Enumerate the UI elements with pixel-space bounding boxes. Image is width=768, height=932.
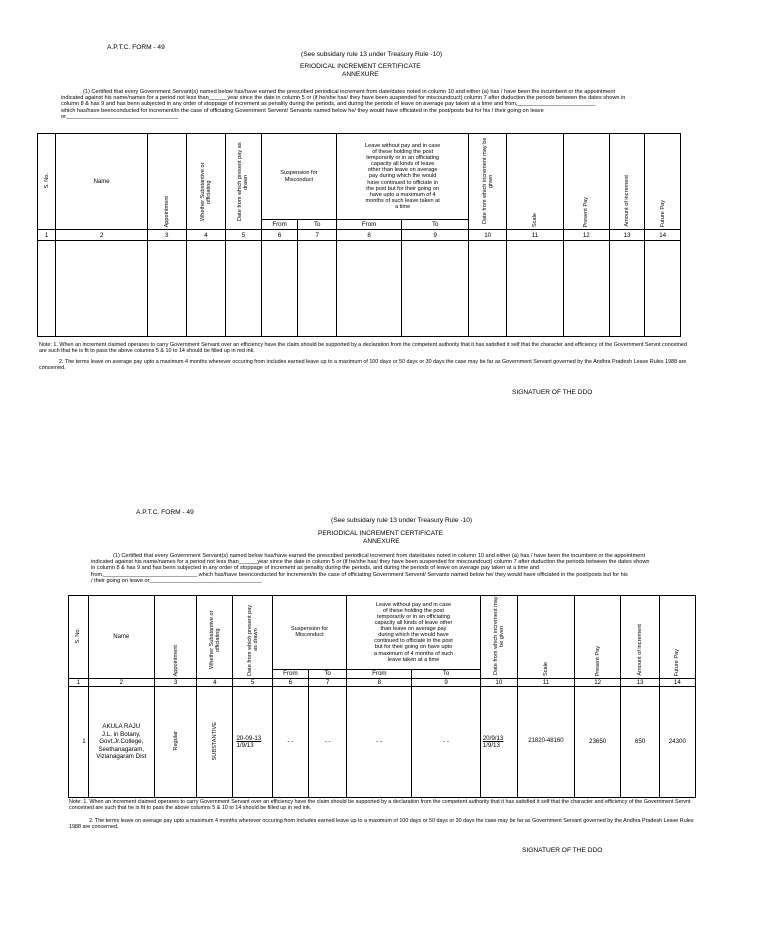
col-present-pay: Present Pay <box>594 645 601 676</box>
col-scale: Scale <box>542 662 549 676</box>
col-date-increment: Date from which increment may be given <box>481 137 494 225</box>
employee-pay-date: 20-09-13 1/9/13 <box>233 687 272 798</box>
col-scale: Scale <box>531 213 538 227</box>
employee-increment: 650 <box>621 687 659 798</box>
leave-to-value: - - <box>412 687 480 798</box>
form-number: A.P.T.C. FORM - 49 <box>136 509 194 516</box>
ddo-signature: SIGNATUER OF THE DDO <box>512 389 593 396</box>
col-suspension: Suspension for Misconduct <box>290 626 329 639</box>
note-2: 2. The terms leave on average pay upto a maximum 4 months wherever occuring from includes earned leave up to a maximum of 100 days or 50 days or 30 days the case may be far as Government Servant governed by the Andhra Pradesh Leave Rules 1988 are concerned. <box>69 818 694 830</box>
col-suspension: Suspension for Misconduct <box>280 170 318 183</box>
employee-future-pay: 24300 <box>659 687 695 798</box>
col-susp-from: From <box>272 669 308 678</box>
column-numbers-row: 1 2 3 4 5 6 7 8 9 10 11 12 13 14 <box>69 679 696 687</box>
col-leave: Leave without pay and in case of these holding the post temporarily or in an officiating capacity all kinds of leave other than leave on average pay during which the would have continued to officiate in the post but for their going on have upto a maximum of 4 months of such leave taken at a time <box>365 142 441 210</box>
employee-present-pay: 23650 <box>574 687 621 798</box>
col-substantive: Whether Substantive or officiating <box>208 610 221 670</box>
certificate-title: PERIODICAL INCREMENT CERTIFICATE <box>318 530 444 537</box>
increment-table <box>37 133 681 337</box>
leave-from-value: - - <box>347 687 412 798</box>
increment-table <box>68 595 696 798</box>
col-name: Name <box>56 134 148 230</box>
subsidiary-rule: (See subsidary rule 13 under Treasury Rule -10) <box>301 51 443 58</box>
employee-name: AKULA RAJU J.L. in Botany, Govt.Jr.College, Seethanagaram, Vizianagaram Dist <box>88 687 154 798</box>
susp-to-value: - - <box>308 687 346 798</box>
col-susp-to: To <box>298 220 337 230</box>
certification-text: (1) Certified that every Government Servant(s) named below has/have earned the prescribed periodical increment from date/dates noted in column 10 and either (a) has / have been the incumbent or the appointment indicated against his name/names for a period not less than______year since the date in column 5 or (if he/she has/ they have been suspended for miscoundcuct) column 7 after duduction the periods between the dates shown in column 8 & has 9 and has benn subjected in any order of stoppage of increment as penality during the periods, and during the periods of leave on average pay taken at a time and from,______________________________ which has/have beenconducted for increment/in the case of officiating Government Servent/ Servants named below he/ they would have officiated in the post/posts but for his / their going on leave or____________________________________ <box>91 553 650 584</box>
employee-appointment: Regular <box>172 731 179 751</box>
annexure-label: ANNEXURE <box>363 538 400 545</box>
table-row-empty <box>38 241 681 337</box>
col-susp-to: To <box>308 669 346 678</box>
note-1: Note: 1. When an increment claimed operares to carry Government Servant over an efficiency have the claim should be supported by a declaration from the competent authority that it has satisfied it self that the character and efficiency of the Government Servnt concetned are such that he is fit to pass the above columns 5 & 10 to 14 should be filled up in red ink. <box>69 799 691 811</box>
col-susp-from: From <box>261 220 298 230</box>
col-amount-increment: Amount of increment <box>623 175 630 227</box>
employee-status: SUBSTANTIVE <box>211 721 218 761</box>
col-leave-to: To <box>402 220 469 230</box>
susp-from-value: - - <box>272 687 308 798</box>
col-future-pay: Future Pay <box>674 648 681 676</box>
col-appointment: Appointment <box>163 195 170 227</box>
employee-increment-date: 20/9/13 1/9/13 <box>480 687 517 798</box>
col-date-increment: Date from which increment may be given <box>492 596 505 676</box>
col-date-present-pay: Date from which present pay as drawn <box>237 142 250 222</box>
column-numbers-row: 1 2 3 4 5 6 7 8 9 10 11 12 13 14 <box>38 230 681 241</box>
col-leave-to: To <box>412 669 480 678</box>
col-substantive: Whether Substantive or officiating <box>199 162 212 222</box>
table-row <box>69 687 696 798</box>
certificate-title: ERIODICAL INCREMENT CERTIFICATE <box>300 63 421 70</box>
col-leave-from: From <box>347 669 412 678</box>
note-1: Note: 1. When an increment claimed operares to carry Government Servant over an efficiency have the claim should be supported by a declaration from the competent authority that it has satisfied it self that the character and efficiency of the Government Servnt concetned are such that he is fit to pass the above columns 5 & 10 to 14 should be filled up in red ink. <box>39 342 687 354</box>
col-future-pay: Future Pay <box>659 199 666 227</box>
ddo-signature: SIGNATUER OF THE DDO <box>522 847 603 854</box>
col-leave: Leave without pay and in case of these holding the post temporarily or in an officiating capacity all kinds of leave other than leave on average pay during which the would have continued to officiate in the post but for their going on have upto a maximum of 4 months of such leave taken at a time <box>373 601 454 663</box>
note-2: 2. The terms leave on average pay upto a maximum 4 months wherever occuring from includes earned leave up to a maximum of 100 days or 50 days or 30 days the case may be far as Government Servant governed by the Andhra Pradesh Leave Rules 1988 are concerned. <box>39 359 687 371</box>
subsidiary-rule: (See subsidary rule 13 under Treasury Rule -10) <box>331 517 473 524</box>
col-sno: S. No. <box>43 172 50 189</box>
row-sno: 1 <box>69 687 89 798</box>
col-sno: S. No. <box>75 628 82 644</box>
certification-text: (1) Certified that every Government Servant(s) named below has/have earned the prescribed periodical increment from date/dates noted in column 10 and either (a) has / have been the incumbent or the appointment indicated against his name/names for a period not less than______year since the date in column 5 or (if he/she has/ they have been suspended for miscoundcuct) column 7 after duduction the periods between the dates shown in column 8 & has 9 and has benn subjected in any order of stoppage of increment as penality during the periods, and during the periods of leave on average pay taken at a time and from,_________________________ which has/have beenconducted for increment/in the case of officiating Government Servent/ Servants named below he/ they would have officiated in the post/posts but for his / their going on leave or____________________________________ <box>61 89 626 120</box>
col-present-pay: Present Pay <box>583 196 590 227</box>
col-name: Name <box>88 596 154 679</box>
col-leave-from: From <box>337 220 402 230</box>
form-number: A.P.T.C. FORM - 49 <box>107 44 165 51</box>
annexure-label: ANNEXURE <box>342 71 379 78</box>
col-date-present-pay: Date from which present pay as drawn <box>246 604 259 676</box>
col-appointment: Appointment <box>172 644 179 676</box>
col-amount-increment: Amount of increment <box>637 624 644 676</box>
employee-scale: 21820-48160 <box>517 687 574 798</box>
